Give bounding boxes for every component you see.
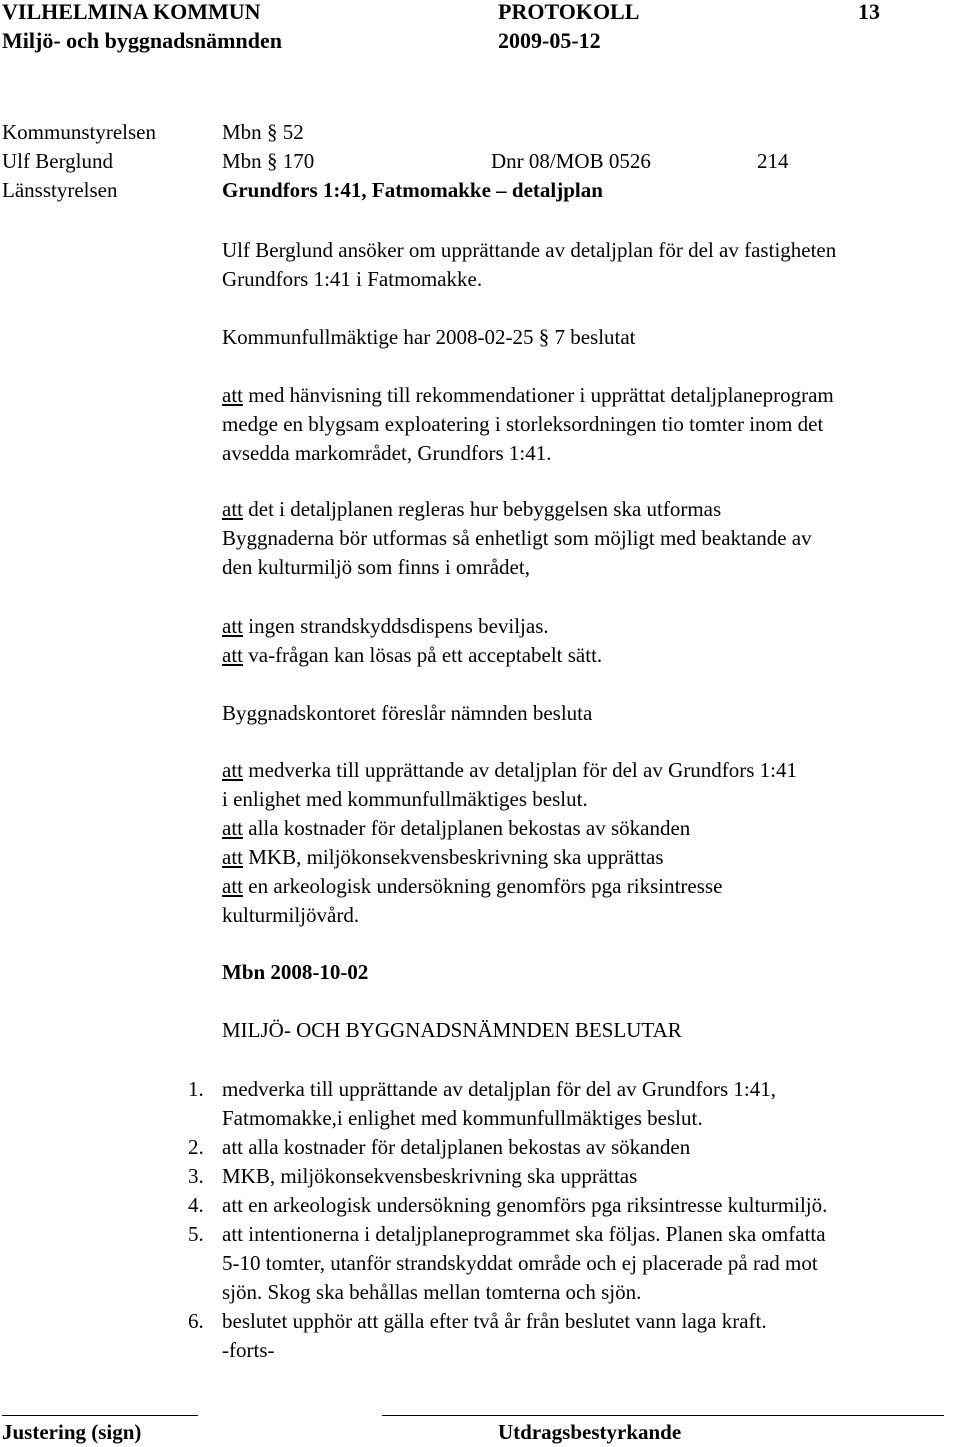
decision-item: medverka till upprättande av detaljplan för del av Grundfors 1:41, Fatmomakke,i enlighet med kommunfullmäktiges beslut. xyxy=(222,1077,776,1130)
meeting-date: Mbn 2008-10-02 xyxy=(222,960,369,984)
case-title: Grundfors 1:41, Fatmomakke – detaljplan xyxy=(222,178,603,202)
routing-mbn-ref-2: Mbn § 170 xyxy=(222,149,315,173)
continued-marker: -forts- xyxy=(222,1338,275,1362)
routing-dnr: Dnr 08/MOB 0526 xyxy=(491,149,651,173)
header-date: 2009-05-12 xyxy=(498,28,601,53)
footer-justering: Justering (sign) xyxy=(2,1420,142,1444)
kf-att-1: att med hänvisning till rekommendationer i upprättat detaljplaneprogram medge en blygsam exploatering i storleksordningen tio tomter inom det avsedda markområdet, Grundfors 1:41. xyxy=(222,383,834,465)
signature-rule-right xyxy=(382,1415,944,1416)
decision-item: att en arkeologisk undersökning genomförs pga riksintresse kulturmiljö. xyxy=(222,1193,828,1217)
routing-recipient-2: Ulf Berglund xyxy=(2,149,114,173)
decision-item: beslutet upphör att gälla efter två år från beslutet vann laga kraft. xyxy=(222,1309,767,1333)
decision-heading: MILJÖ- OCH BYGGNADSNÄMNDEN BESLUTAR xyxy=(222,1018,682,1042)
header-doc-type: PROTOKOLL xyxy=(498,0,640,24)
decision-number: 4. xyxy=(188,1193,204,1217)
header-page-number: 13 xyxy=(858,0,880,24)
routing-recipient-1: Kommunstyrelsen xyxy=(2,120,156,144)
decision-number: 1. xyxy=(188,1077,204,1101)
header-org: VILHELMINA KOMMUN xyxy=(2,0,261,24)
header-committee: Miljö- och byggnadsnämnden xyxy=(2,28,282,53)
routing-code: 214 xyxy=(757,149,789,173)
decision-number: 6. xyxy=(188,1309,204,1333)
kf-att-2: att det i detaljplanen regleras hur bebyggelsen ska utformas Byggnaderna bör utformas så enhetligt som möjligt med beaktande av den kulturmiljö som finns i området, xyxy=(222,497,812,579)
decision-number: 2. xyxy=(188,1135,204,1159)
footer-utdragsbestyrkande: Utdragsbestyrkande xyxy=(498,1420,682,1444)
decision-number: 3. xyxy=(188,1164,204,1188)
intro-paragraph: Ulf Berglund ansöker om upprättande av detaljplan för del av fastigheten Grundfors 1:41 i Fatmomakke. xyxy=(222,238,837,291)
signature-rule-left xyxy=(2,1415,198,1416)
decision-item: att alla kostnader för detaljplanen bekostas av sökanden xyxy=(222,1135,691,1159)
routing-mbn-ref-1: Mbn § 52 xyxy=(222,120,304,144)
kf-decision-heading: Kommunfullmäktige har 2008-02-25 § 7 beslutat xyxy=(222,325,636,349)
decision-item: MKB, miljökonsekvensbeskrivning ska upprättas xyxy=(222,1164,638,1188)
decision-number: 5. xyxy=(188,1222,204,1246)
routing-recipient-3: Länsstyrelsen xyxy=(2,178,118,202)
proposal-att-list: att medverka till upprättande av detaljplan för del av Grundfors 1:41 i enlighet med kommunfullmäktiges beslut. att alla kostnader för detaljplanen bekostas av sökanden att MKB, miljökonsekvensbeskrivning ska upprättas att en arkeologisk undersökning genomförs pga riksintresse kulturmiljövård. xyxy=(222,758,797,927)
kf-att-3-4: att ingen strandskyddsdispens beviljas. att va-frågan kan lösas på ett acceptabelt sätt. xyxy=(222,614,603,667)
office-proposal-heading: Byggnadskontoret föreslår nämnden besluta xyxy=(222,701,593,725)
decision-item: att intentionerna i detaljplaneprogrammet ska följas. Planen ska omfatta 5-10 tomter, utanför strandskyddat område och ej placerade på rad mot sjön. Skog ska behållas mellan tomterna och sjön. xyxy=(222,1222,826,1304)
